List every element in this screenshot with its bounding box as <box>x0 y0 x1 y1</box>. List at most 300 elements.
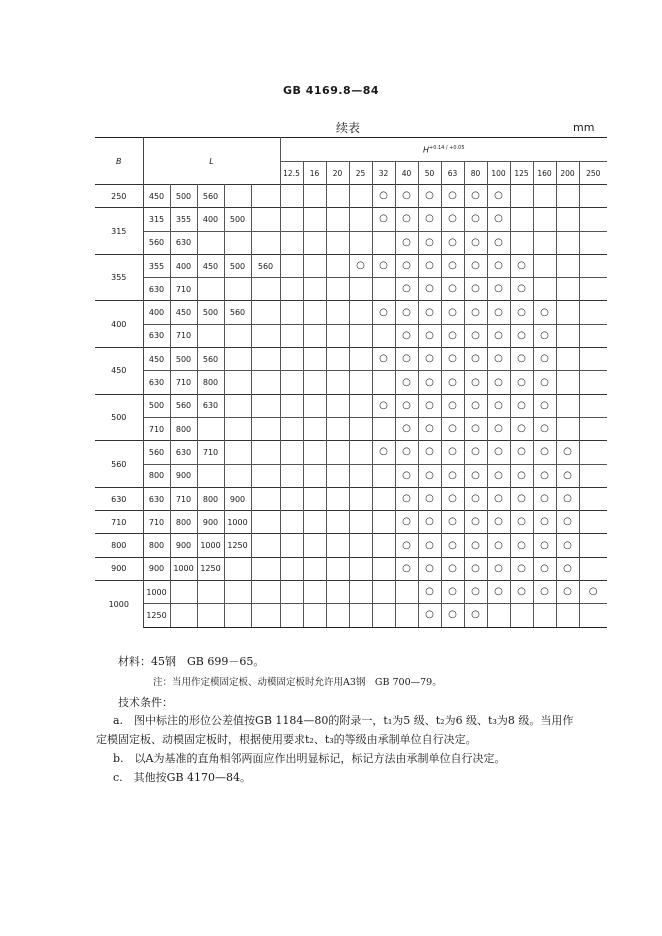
l-value <box>251 231 280 254</box>
h-cell <box>510 231 533 254</box>
availability-mark: ○ <box>448 236 457 248</box>
availability-mark: ○ <box>517 539 526 551</box>
l-value: 630 <box>170 231 197 254</box>
l-value: 710 <box>170 278 197 301</box>
h-cell <box>303 557 326 580</box>
h-cell <box>326 278 349 301</box>
availability-mark: ○ <box>402 353 411 365</box>
availability-mark: ○ <box>425 423 434 435</box>
table-row <box>95 487 607 510</box>
availability-mark: ○ <box>540 353 549 365</box>
l-value <box>197 604 224 627</box>
h-cell <box>349 301 372 324</box>
availability-mark: ○ <box>563 493 572 504</box>
h-cell <box>533 604 556 627</box>
availability-mark: ○ <box>448 190 457 202</box>
h-cell <box>464 394 487 417</box>
h-cell <box>326 604 349 627</box>
h-cell <box>487 441 510 464</box>
availability-mark: ○ <box>471 213 480 225</box>
l-value <box>224 581 251 604</box>
availability-mark: ○ <box>402 539 411 551</box>
availability-mark: ○ <box>517 446 526 458</box>
h-cell <box>349 348 372 371</box>
availability-mark: ○ <box>540 306 549 318</box>
h-cell <box>280 301 303 324</box>
h-cell <box>303 441 326 464</box>
h-cell <box>510 208 533 231</box>
h-cell <box>395 534 418 557</box>
h-cell <box>372 604 395 627</box>
availability-mark: ○ <box>425 283 434 295</box>
table-row <box>95 604 607 627</box>
h-cell <box>441 208 464 231</box>
availability-mark: ○ <box>471 283 480 295</box>
table-row <box>95 254 607 277</box>
availability-mark: ○ <box>402 260 411 272</box>
h-cell <box>487 534 510 557</box>
h-cell <box>280 254 303 277</box>
availability-mark: ○ <box>356 260 365 272</box>
h-cell <box>441 604 464 627</box>
l-value: 500 <box>170 185 197 208</box>
availability-mark: ○ <box>471 260 480 272</box>
h-cell <box>487 301 510 324</box>
l-value <box>251 604 280 627</box>
l-value: 560 <box>197 185 224 208</box>
dimension-table <box>95 137 607 628</box>
h-cell <box>579 557 607 580</box>
h-cell <box>556 394 579 417</box>
h-cell <box>556 208 579 231</box>
h-cell <box>441 511 464 534</box>
h-cell <box>349 371 372 394</box>
standard-header: GB 4169.8—84 <box>283 84 379 97</box>
h-cell <box>579 441 607 464</box>
h-cell <box>556 324 579 347</box>
h-cell <box>326 511 349 534</box>
l-value <box>224 394 251 417</box>
h-cell <box>303 604 326 627</box>
h-value-header: 25 <box>349 162 372 185</box>
availability-mark: ○ <box>448 562 457 574</box>
h-cell <box>395 557 418 580</box>
availability-mark: ○ <box>425 236 434 248</box>
h-cell <box>395 487 418 510</box>
h-cell <box>487 417 510 440</box>
h-cell <box>464 348 487 371</box>
h-cell <box>556 604 579 627</box>
h-cell <box>464 417 487 440</box>
h-cell <box>510 441 533 464</box>
h-cell <box>556 534 579 557</box>
h-cell <box>556 301 579 324</box>
l-value: 315 <box>143 208 170 231</box>
h-cell <box>303 185 326 208</box>
h-cell <box>372 534 395 557</box>
material-note: 注：当用作定模固定板、动模固定板时允许用A3钢 GB 700—79。 <box>153 677 442 688</box>
h-cell <box>418 254 441 277</box>
availability-mark: ○ <box>448 376 457 388</box>
h-value-header: 16 <box>303 162 326 185</box>
l-value: 710 <box>170 371 197 394</box>
availability-mark: ○ <box>448 213 457 225</box>
table-row <box>95 464 607 487</box>
h-cell <box>533 534 556 557</box>
l-value: 710 <box>170 487 197 510</box>
availability-mark: ○ <box>494 586 503 598</box>
availability-mark: ○ <box>563 446 572 458</box>
h-cell <box>395 604 418 627</box>
availability-mark: ○ <box>425 469 434 481</box>
l-value <box>197 417 224 440</box>
availability-mark: ○ <box>540 399 549 411</box>
h-cell <box>556 348 579 371</box>
h-cell <box>556 185 579 208</box>
h-cell <box>441 441 464 464</box>
table-row <box>95 581 607 604</box>
h-cell <box>579 324 607 347</box>
l-value <box>251 208 280 231</box>
availability-mark: ○ <box>471 516 480 528</box>
h-cell <box>372 185 395 208</box>
l-value: 710 <box>197 441 224 464</box>
h-cell <box>464 534 487 557</box>
h-cell <box>533 557 556 580</box>
l-value <box>251 185 280 208</box>
availability-mark: ○ <box>494 329 503 341</box>
h-cell <box>349 185 372 208</box>
availability-mark: ○ <box>425 586 434 598</box>
availability-mark: ○ <box>517 353 526 365</box>
availability-mark: ○ <box>471 493 480 504</box>
availability-mark: ○ <box>379 306 388 318</box>
l-value <box>224 371 251 394</box>
h-cell <box>418 278 441 301</box>
availability-mark: ○ <box>494 213 503 225</box>
h-cell <box>556 441 579 464</box>
l-value: 560 <box>170 394 197 417</box>
h-cell <box>579 185 607 208</box>
h-cell <box>579 348 607 371</box>
h-cell <box>556 557 579 580</box>
availability-mark: ○ <box>425 260 434 272</box>
h-cell <box>441 324 464 347</box>
h-value-header: 63 <box>441 162 464 185</box>
h-cell <box>372 324 395 347</box>
availability-mark: ○ <box>425 539 434 551</box>
availability-mark: ○ <box>540 586 549 598</box>
h-cell <box>303 511 326 534</box>
h-cell <box>418 464 441 487</box>
l-value: 400 <box>170 254 197 277</box>
l-value: 900 <box>170 534 197 557</box>
l-value <box>224 231 251 254</box>
availability-mark: ○ <box>540 562 549 574</box>
h-cell <box>349 487 372 510</box>
h-cell <box>418 534 441 557</box>
l-value: 400 <box>197 208 224 231</box>
l-value: 800 <box>143 534 170 557</box>
h-cell <box>349 417 372 440</box>
h-cell <box>395 511 418 534</box>
h-cell <box>303 487 326 510</box>
h-value-header: 160 <box>533 162 556 185</box>
h-cell <box>418 301 441 324</box>
l-value <box>251 557 280 580</box>
l-value: 1250 <box>224 534 251 557</box>
availability-mark: ○ <box>471 329 480 341</box>
h-cell <box>464 581 487 604</box>
table-row <box>95 278 607 301</box>
h-cell <box>280 417 303 440</box>
availability-mark: ○ <box>402 469 411 481</box>
table-row <box>95 208 607 231</box>
table-row <box>95 231 607 254</box>
h-cell <box>418 604 441 627</box>
h-cell <box>349 534 372 557</box>
l-value: 800 <box>143 464 170 487</box>
l-header: L <box>143 138 280 185</box>
availability-mark: ○ <box>588 586 598 598</box>
h-value-header: 12.5 <box>280 162 303 185</box>
h-cell <box>372 441 395 464</box>
h-cell <box>395 348 418 371</box>
h-cell <box>441 278 464 301</box>
h-cell <box>510 324 533 347</box>
l-value: 560 <box>224 301 251 324</box>
h-cell <box>556 581 579 604</box>
h-cell <box>487 208 510 231</box>
availability-mark: ○ <box>563 516 572 528</box>
h-cell <box>303 208 326 231</box>
availability-mark: ○ <box>494 190 503 202</box>
availability-mark: ○ <box>494 260 503 272</box>
availability-mark: ○ <box>448 469 457 481</box>
h-cell <box>510 185 533 208</box>
b-value: 800 <box>95 534 143 557</box>
availability-mark: ○ <box>448 306 457 318</box>
h-cell <box>418 348 441 371</box>
h-cell <box>280 371 303 394</box>
h-cell <box>533 371 556 394</box>
availability-mark: ○ <box>517 306 526 318</box>
b-value: 630 <box>95 487 143 510</box>
h-cell <box>579 301 607 324</box>
l-value <box>251 511 280 534</box>
h-cell <box>533 417 556 440</box>
availability-mark: ○ <box>517 586 526 598</box>
h-cell <box>533 254 556 277</box>
l-value: 500 <box>170 348 197 371</box>
availability-mark: ○ <box>425 329 434 341</box>
l-value: 630 <box>170 441 197 464</box>
b-value: 560 <box>95 441 143 488</box>
availability-mark: ○ <box>494 236 503 248</box>
h-cell <box>510 487 533 510</box>
l-value: 630 <box>197 394 224 417</box>
table-row <box>95 394 607 417</box>
h-cell <box>349 511 372 534</box>
h-cell <box>464 511 487 534</box>
l-value <box>197 231 224 254</box>
h-cell <box>280 511 303 534</box>
l-value: 450 <box>143 348 170 371</box>
h-cell <box>464 185 487 208</box>
h-cell <box>579 208 607 231</box>
l-value: 800 <box>170 511 197 534</box>
availability-mark: ○ <box>494 283 503 295</box>
l-value <box>251 581 280 604</box>
l-value: 710 <box>143 511 170 534</box>
table-row <box>95 557 607 580</box>
h-cell <box>464 208 487 231</box>
availability-mark: ○ <box>540 376 549 388</box>
tech-item-c: c. 其他按GB 4170—84。 <box>113 771 252 784</box>
h-cell <box>349 324 372 347</box>
h-cell <box>464 487 487 510</box>
availability-mark: ○ <box>402 423 411 435</box>
h-cell <box>579 254 607 277</box>
availability-mark: ○ <box>471 469 480 481</box>
h-cell <box>487 324 510 347</box>
l-value: 630 <box>143 324 170 347</box>
h-cell <box>395 417 418 440</box>
b-value: 315 <box>95 208 143 255</box>
h-cell <box>418 487 441 510</box>
l-value <box>197 278 224 301</box>
availability-mark: ○ <box>494 306 503 318</box>
h-cell <box>441 394 464 417</box>
h-cell <box>326 487 349 510</box>
h-cell <box>579 487 607 510</box>
l-value <box>224 464 251 487</box>
b-value: 400 <box>95 301 143 348</box>
tech-item-a-line2: 定模固定板、动模固定板时，根据使用要求t₂、t₃的等级由承制单位自行决定。 <box>96 733 477 746</box>
h-cell <box>441 348 464 371</box>
h-cell <box>395 301 418 324</box>
h-cell <box>464 254 487 277</box>
availability-mark: ○ <box>471 306 480 318</box>
h-cell <box>464 324 487 347</box>
h-cell <box>441 557 464 580</box>
h-cell <box>349 441 372 464</box>
availability-mark: ○ <box>471 376 480 388</box>
availability-mark: ○ <box>471 236 480 248</box>
availability-mark: ○ <box>402 236 411 248</box>
l-value <box>251 534 280 557</box>
l-value: 1250 <box>143 604 170 627</box>
l-value <box>224 185 251 208</box>
h-cell <box>395 324 418 347</box>
h-cell <box>579 371 607 394</box>
h-cell <box>418 208 441 231</box>
h-cell <box>464 278 487 301</box>
h-value-header: 100 <box>487 162 510 185</box>
h-cell <box>280 604 303 627</box>
h-cell <box>487 231 510 254</box>
l-value: 355 <box>143 254 170 277</box>
h-cell <box>395 254 418 277</box>
availability-mark: ○ <box>471 353 480 365</box>
h-cell <box>280 208 303 231</box>
h-cell <box>280 185 303 208</box>
h-cell <box>487 581 510 604</box>
h-cell <box>395 581 418 604</box>
l-value: 450 <box>170 301 197 324</box>
l-value: 900 <box>197 511 224 534</box>
h-cell <box>510 557 533 580</box>
h-cell <box>487 511 510 534</box>
h-cell <box>533 185 556 208</box>
h-cell <box>510 254 533 277</box>
h-cell <box>487 348 510 371</box>
table-row <box>95 417 607 440</box>
h-cell <box>464 441 487 464</box>
h-value-header: 80 <box>464 162 487 185</box>
h-cell <box>441 417 464 440</box>
h-cell <box>579 534 607 557</box>
h-cell <box>303 301 326 324</box>
h-cell <box>395 208 418 231</box>
availability-mark: ○ <box>471 562 480 574</box>
h-cell <box>372 487 395 510</box>
h-cell <box>487 604 510 627</box>
h-cell <box>349 581 372 604</box>
h-cell <box>326 557 349 580</box>
h-cell <box>326 254 349 277</box>
h-cell <box>464 464 487 487</box>
availability-mark: ○ <box>402 516 411 528</box>
l-value: 560 <box>251 254 280 277</box>
availability-mark: ○ <box>494 562 503 574</box>
availability-mark: ○ <box>494 539 503 551</box>
l-value <box>251 487 280 510</box>
l-value: 400 <box>143 301 170 324</box>
table-title: 续表 <box>336 121 361 135</box>
availability-mark: ○ <box>402 446 411 458</box>
h-cell <box>556 487 579 510</box>
h-cell <box>372 557 395 580</box>
h-cell <box>556 231 579 254</box>
h-cell <box>441 231 464 254</box>
h-cell <box>326 371 349 394</box>
l-value: 560 <box>143 441 170 464</box>
availability-mark: ○ <box>494 493 503 504</box>
l-value <box>224 417 251 440</box>
l-value <box>251 324 280 347</box>
l-value <box>224 557 251 580</box>
availability-mark: ○ <box>425 213 434 225</box>
availability-mark: ○ <box>494 353 503 365</box>
h-cell <box>533 487 556 510</box>
b-value: 900 <box>95 557 143 580</box>
h-cell <box>303 254 326 277</box>
l-value: 800 <box>197 371 224 394</box>
h-cell <box>510 301 533 324</box>
h-cell <box>441 487 464 510</box>
h-cell <box>556 417 579 440</box>
h-cell <box>487 394 510 417</box>
h-cell <box>556 254 579 277</box>
h-cell <box>326 581 349 604</box>
l-value: 450 <box>143 185 170 208</box>
availability-mark: ○ <box>471 609 480 621</box>
b-header: B <box>95 138 143 185</box>
h-cell <box>441 254 464 277</box>
h-cell <box>441 581 464 604</box>
h-cell <box>510 371 533 394</box>
